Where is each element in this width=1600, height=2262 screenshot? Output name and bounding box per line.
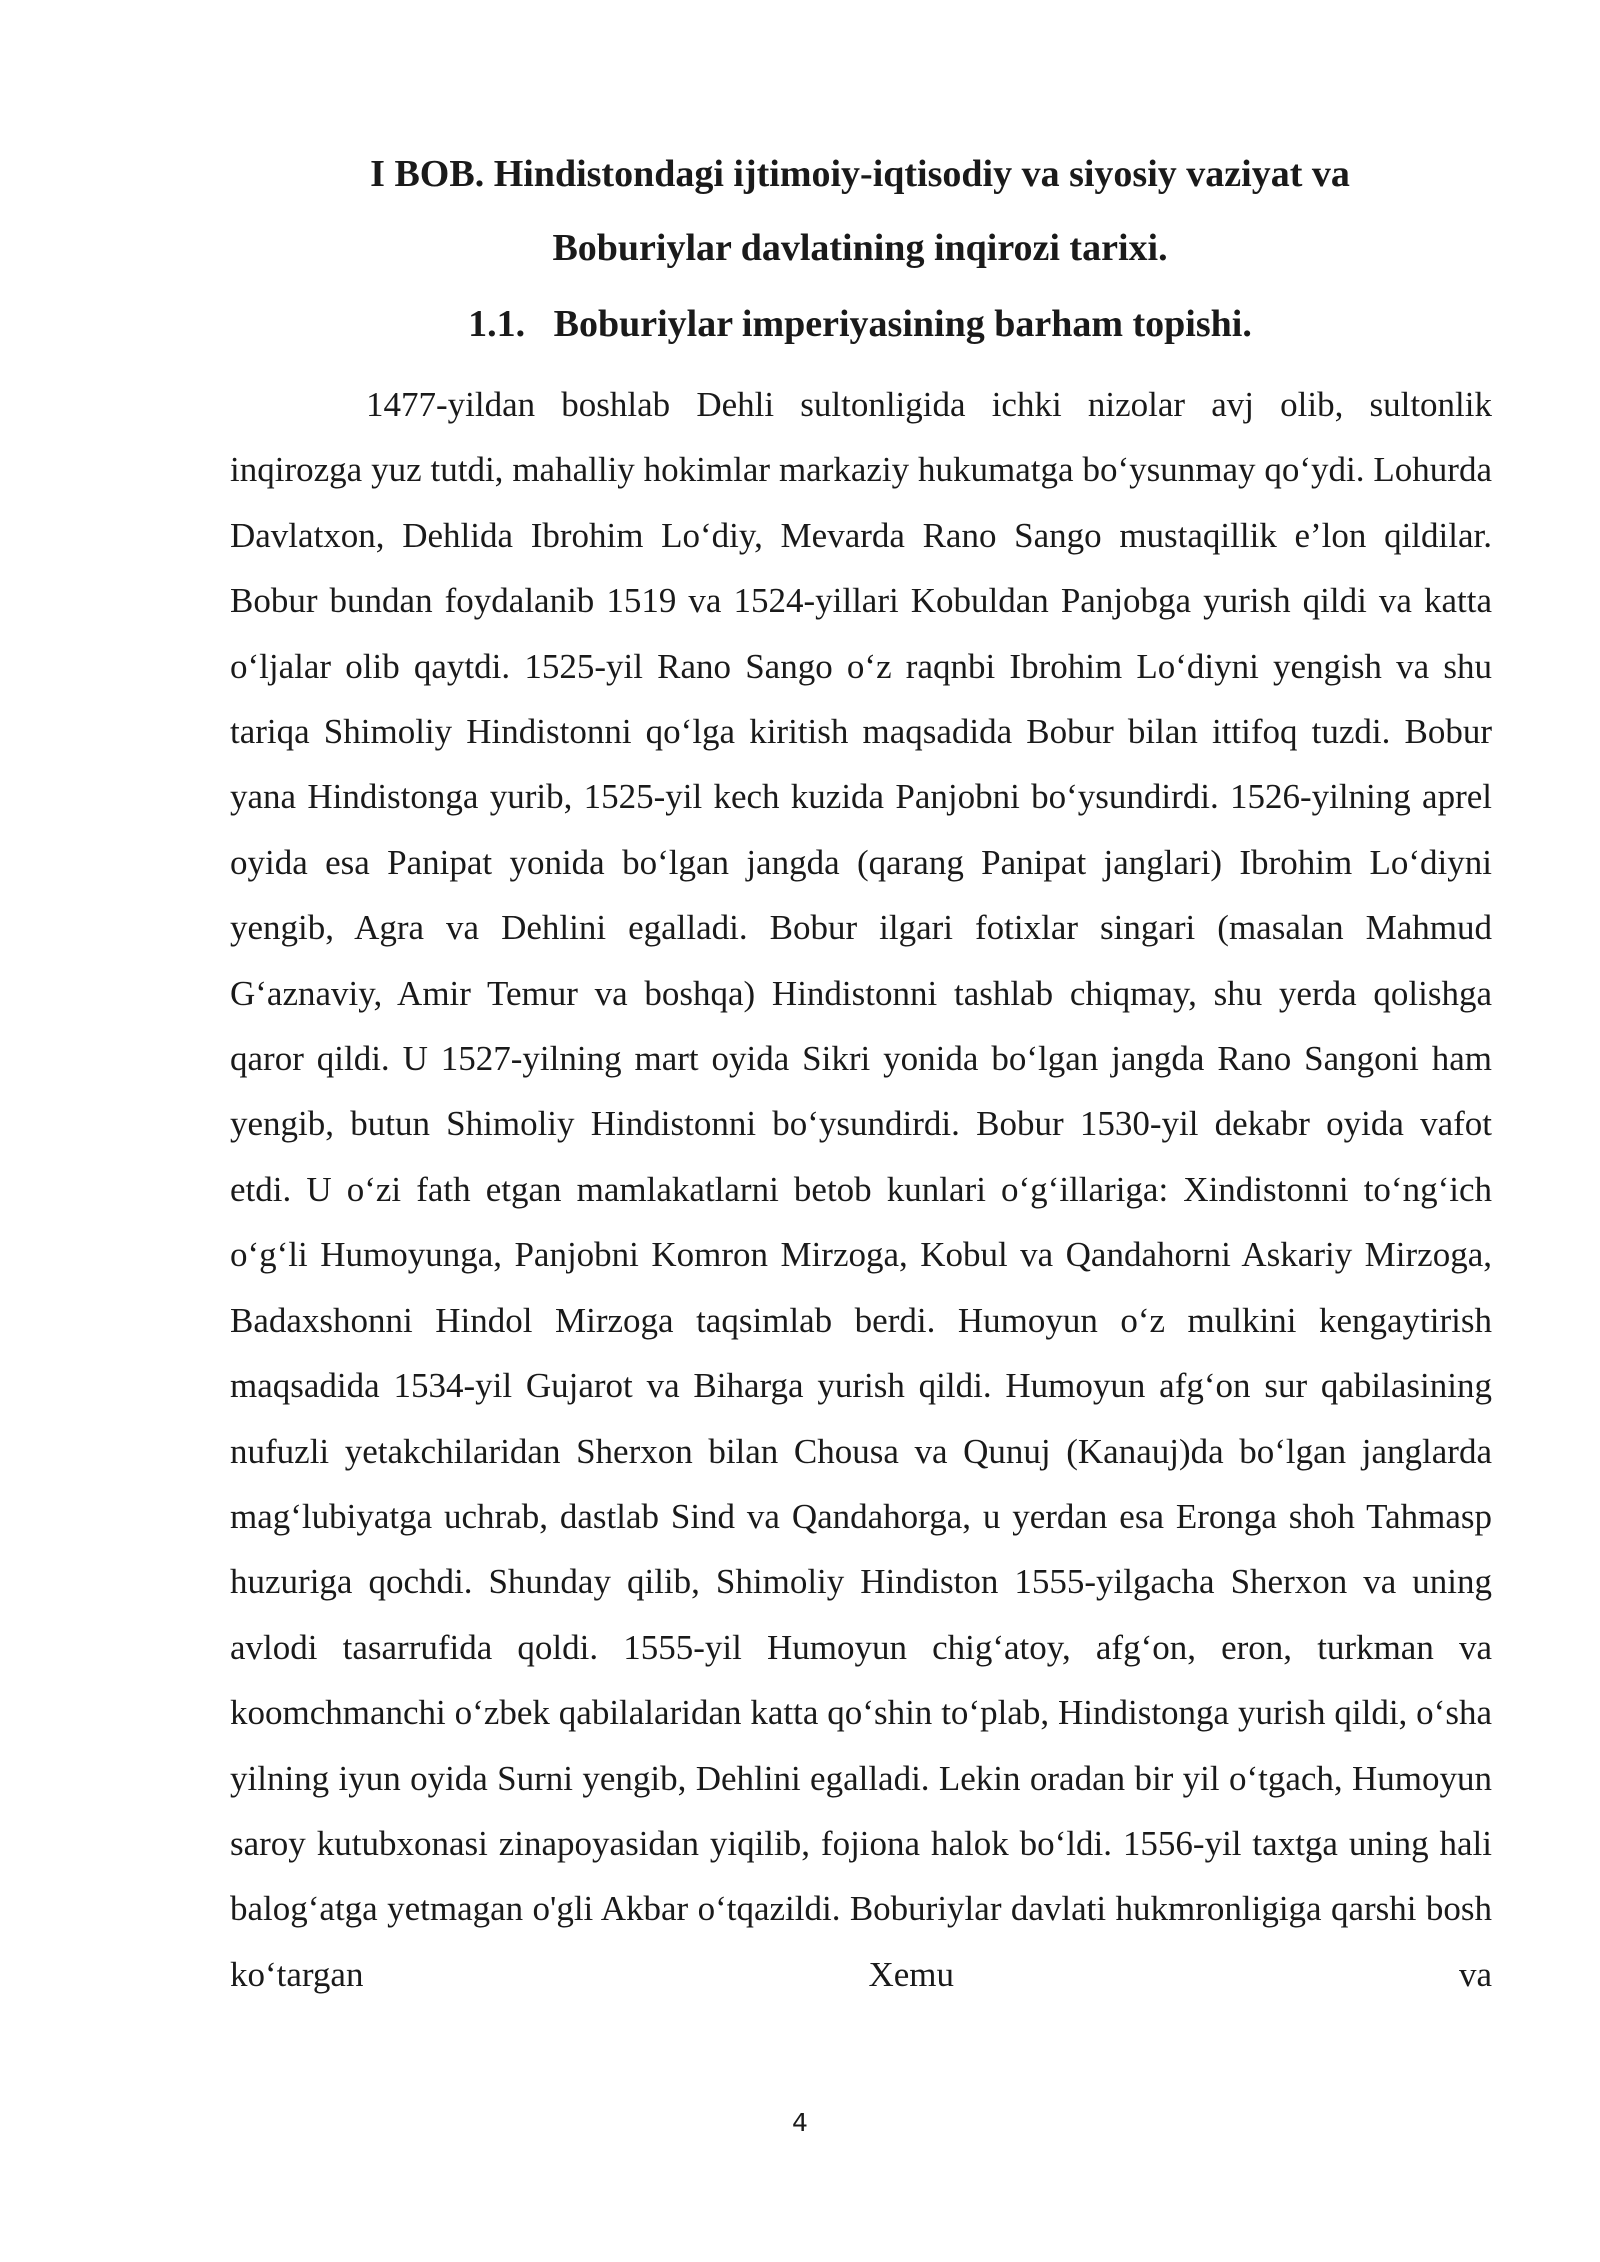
section-title: 1.1. Boburiylar imperiyasining barham topishi.: [468, 303, 1252, 345]
page-number: 4: [792, 2108, 808, 2137]
body-paragraph: 1477-yildan boshlab Dehli sultonligida ichki nizolar avj olib, sultonlik inqirozga yuz tutdi, mahalliy hokimlar markaziy hukumatga bo‘ysunmay qo‘ydi. Lohurda Davlatxon, Dehlida Ibrohim Lo‘diy, Mevarda Rano Sango mustaqillik e’lon qildilar. Bobur bundan foydalanib 1519 va 1524-yillari Kobuldan Panjobga yurish qildi va katta o‘ljalar olib qaytdi. 1525-yil Rano Sango o‘z raqnbi Ibrohim Lo‘diyni yengish va shu tariqa Shimoliy Hindistonni qo‘lga kiritish maqsadida Bobur bilan ittifoq tuzdi. Bobur yana Hindistonga yurib, 1525-yil kech kuzida Panjobni bo‘ysundirdi. 1526-yilning aprel oyida esa Panipat yonida bo‘lgan jangda (qarang Panipat janglari) Ibrohim Lo‘diyni yengib, Agra va Dehlini egalladi. Bobur ilgari fotixlar singari (masalan Mahmud G‘aznaviy, Amir Temur va boshqa) Hindistonni tashlab chiqmay, shu yerda qolishga qaror qildi. U 1527-yilning mart oyida Sikri yonida bo‘lgan jangda Rano Sangoni ham yengib, butun Shimoliy Hindistonni bo‘ysundirdi. Bobur 1530-yil dekabr oyida vafot etdi. U o‘zi fath etgan mamlakatlarni betob kunlari o‘g‘illariga: Xindistonni to‘ng‘ich o‘g‘li Humoyunga, Panjobni Komron Mirzoga, Kobul va Qandahorni Askariy Mirzoga, Badaxshonni Hindol Mirzoga taqsimlab berdi. Humoyun o‘z mulkini kengaytirish maqsadida 1534-yil Gujarot va Biharga yurish qildi. Humoyun afg‘on sur qabilasining nufuzli yetakchilaridan Sherxon bilan Chousa va Qunuj (Kanauj)da bo‘lgan janglarda mag‘lubiyatga uchrab, dastlab Sind va Qandahorga, u yerdan esa Eronga shoh Tahmasp huzuriga qochdi. Shunday qilib, Shimoliy Hindiston 1555-yilgacha Sherxon va uning avlodi tasarrufida qoldi. 1555-yil Humoyun chig‘atoy, afg‘on, eron, turkman va koomchmanchi o‘zbek qabilalaridan katta qo‘shin to‘plab, Hindistonga yurish qildi, o‘sha yilning iyun oyida Surni yengib, Dehlini egalladi. Lekin oradan bir yil o‘tgach, Humoyun saroy kutubxonasi zinapoyasidan yiqilib, fojiona halok bo‘ldi. 1556-yil taxtga uning hali balog‘atga yetmagan o'gli Akbar o‘tqazildi. Boburiylar davlati hukmronligiga qarshi bosh ko‘targan Xemu va: [230, 385, 1492, 1994]
chapter-title-line-1: I BOB. Hindistondagi ijtimoiy-iqtisodiy va siyosiy vaziyat va: [370, 153, 1350, 195]
chapter-title-line-2: Boburiylar davlatining inqirozi tarixi.: [552, 227, 1168, 269]
